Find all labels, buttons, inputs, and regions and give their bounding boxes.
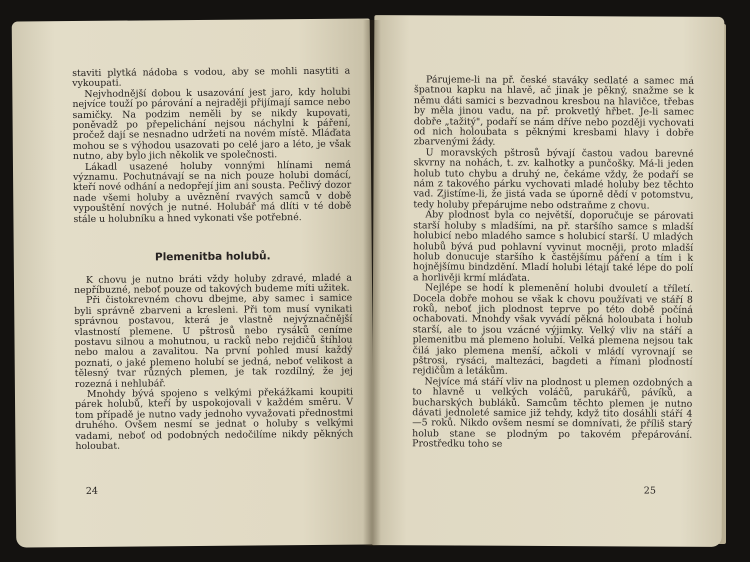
paragraph: Párujeme-li na př. české staváky sedlaté a samec má špatnou kapku na hlavě, ač jinak je pěkný, snažme se k němu dáti samici s bezvadnou kresbou na hlavičce, třebas by měla jinou vadu, na př. prokvetlý hřbet. Je-li samec dobře „tažitý", podaří se nám dříve nebo později vychovati od nich holoubata s pěknými kresbami hlavy i dobře zbarvenými žády. (413, 74, 695, 149)
page-number: 24 (85, 485, 98, 497)
section-heading: Plemenitba holubů. (154, 250, 271, 264)
right-page (372, 15, 725, 547)
paragraph: Nejvíce má stáří vliv na plodnost u plemen ozdobných a to hlavně u velkých voláčů, parukářů, pávíků, a bucharských bubláků. Samcům těchto plemen je nutno dávati jednoleté samice již tehdy, když tito dosáhli stáří 4—5 roků. Nikdo ovšem nesmí se domnívati, že příliš starý holub stane se plodným po takovém přepárování. Prostředku toho se (412, 376, 693, 450)
paragraph: K chovu je nutno bráti vždy holuby zdravé, mladé a nepříbuzné, neboť pouze od takových budeme míti užitek. (74, 272, 353, 296)
paragraph: staviti plytká nádoba s vodou, aby se mohli nasytiti a vykoupati. (72, 65, 351, 90)
right-page-text (412, 75, 694, 451)
paragraph: Aby plodnost byla co největší, doporučuje se párovati starší holuby s mladšími, na př. staršího samce s mladší holubicí nebo mladého samce s holubicí starší. U mladých holubů bývá pud pohlavní vyvinut mocněji, proto mladší holub donucuje staršího k častějšímu páření a tím i k hojnějšímu bindzdění. Mladí holubi létají také lépe do polí a horlivěji krmí mláďata. (412, 209, 694, 284)
paragraph: Nejlépe se hodí k plemenění holubi dvouletí a tříletí. Docela dobře mohou se však k chovu používati ve stáří 8 roků, neboť jich plodnost teprve po této době počíná ochabovati. Mnohdy však vyvádí pěkná holoubata i holub starší, ale to jsou vzácné výjimky. Velký vliv na stáří a plemenitbu má plemeno holubí. Velká plemena nejsou tak čilá jako plemena menší, ačkoli v mládí vyrovnají se pštrosi, rysáci, maltezáci, bagdeti a římani plodností rejdičům a letákům. (412, 282, 693, 378)
paragraph: Mnohdy bývá spojeno s velkými překážkami koupiti párek holubů, kteří by uspokojovali v každém směru. V tom případě je nutno vady jednoho vyvažovati přednostmi druhého. Ovšem nesmí se jednat o holuby s velkými vadami, neboť od podobných nedočilíme nikdy pěkných holoubat. (75, 386, 354, 453)
paragraph: U moravských pštrosů bývají častou vadou barevné skvrny na nohách, t. zv. kalhotky a punčošky. Má-li jeden holub tuto chybu a druhý ne, čekáme vždy, že podaří se nám z takového párku vychovati mladé holuby bez těchto vad. Zjistíme-li, že jistá vada se úporně dědí v potomstvu, tedy holuby přepárujme nebo odstraňme z chovu. (413, 147, 694, 212)
page-number: 25 (643, 485, 656, 497)
left-page (12, 18, 375, 547)
paragraph: Nejvhodnější dobou k usazování jest jaro, kdy holubi nejvíce touží po párování a nejraději přijímají samce nebo samičky. Na podzim neměli by se nikdy kupovati, poněvadž po přepelichání nejsou náchylni k páření, pročež dají se nesnadno udržeti na novém místě. Mláďata mohou se s výhodou usazovati po celé jaro a léto, je však nutno, aby bylo jich několik ve společnosti. (72, 86, 351, 163)
book-gutter (363, 20, 381, 546)
paragraph: Při čistokrevném chovu dbejme, aby samec i samice byli správně zbarveni a kresleni. Při tom musí vynikati správnou postavou, která je vlastně nejvýznačnější vlastností plemene. U pštrosů nebo rysáků ceníme postavu silnou a mohutnou, u racků nebo rejdičů štíhlou nebo malou a zavalitou. Na první pohled musí každý poznati, o jaké plemeno holubí se jedná, neboť velikost a tělesný tvar různých plemen, je tak rozdílný, že jej rozezná i nehlubář. (74, 292, 353, 390)
paragraph: Lákadl usazené holuby vonnými hlínami nemá významu. Pochutnávají se na nich pouze holubi domácí, kteří nové odhání a nedopřejí jim ani sousta. Pečlivý dozor nade všemi holuby a uvěznění rvavých samců v době vypouštění nových je nutné. Holubář má dlíti v té době stále u holubníku a hned vykonati vše potřebné. (73, 159, 352, 225)
left-page-text (72, 67, 353, 453)
